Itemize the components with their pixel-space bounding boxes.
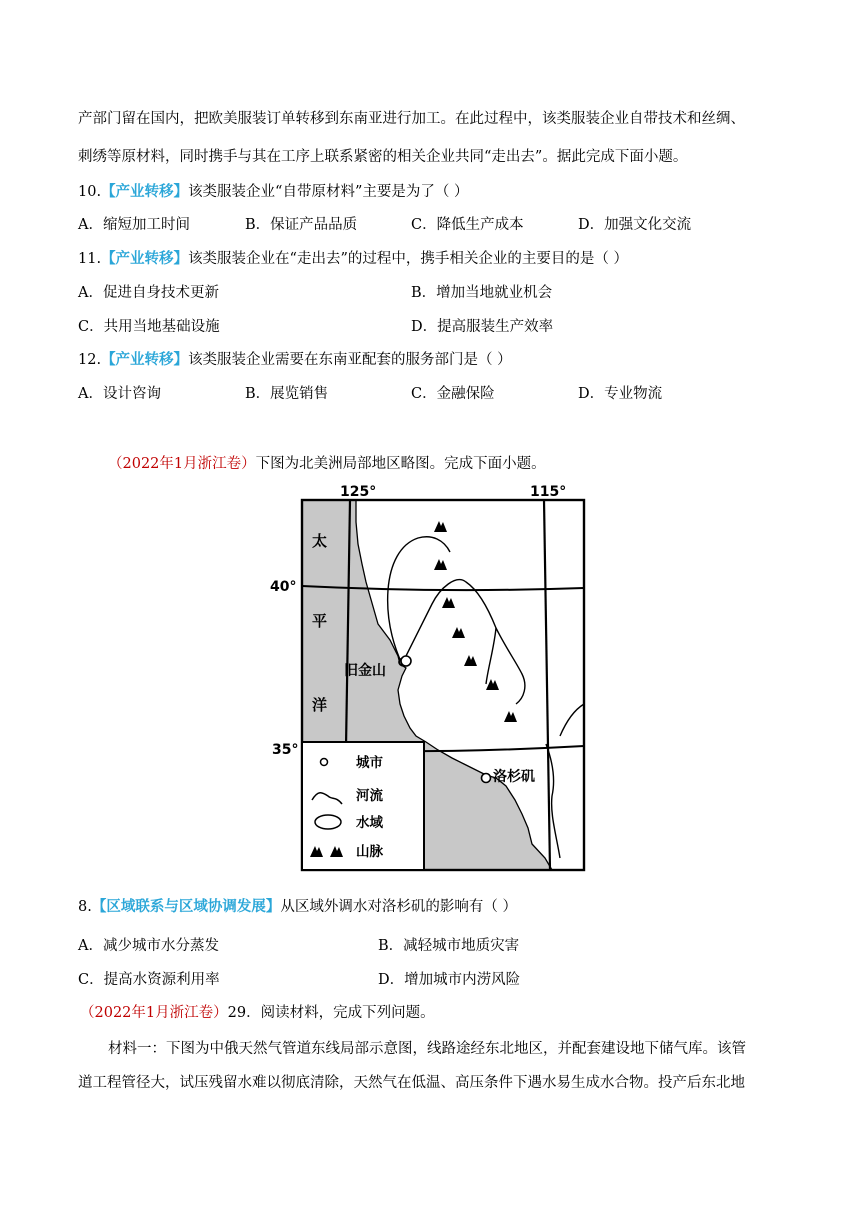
question-8 [78, 895, 517, 916]
ocean-char-2: 平 [312, 612, 328, 630]
material-line-1: 材料一：下图为中俄天然气管道东线局部示意图，线路途经东北地区，并配套建设地下储气库。该管 [108, 1041, 746, 1057]
north-america-map [260, 478, 600, 874]
q10-option-a[interactable]: A．缩短加工时间 [78, 217, 190, 233]
los-angeles-label: 洛杉矶 [493, 769, 535, 785]
q11-option-a[interactable]: A．促进自身技术更新 [78, 285, 219, 301]
latitude-label-bottom: 35° [272, 742, 299, 758]
q8-option-b[interactable]: B．减轻城市地质灾害 [378, 938, 520, 954]
q12-option-c[interactable]: C．金融保险 [411, 386, 495, 402]
san-francisco-label: 旧金山 [344, 663, 386, 679]
intro-line-1: 产部门留在国内，把欧美服装订单转移到东南亚进行加工。在此过程中，该类服装企业自带技术和丝绸、 [78, 111, 745, 127]
legend-city: 城市 [356, 755, 383, 771]
longitude-label-right: 115° [530, 484, 567, 500]
question-10 [78, 180, 469, 201]
question-number: 12. [78, 352, 102, 368]
legend-mountain: 山脉 [356, 844, 383, 860]
question-number: 10. [78, 184, 102, 200]
material-line-2: 道工程管径大，试压残留水难以彻底清除，天然气在低温、高压条件下遇水易生成水合物。投产后东北地 [78, 1075, 745, 1091]
q8-option-c[interactable]: C．提高水资源利用率 [78, 972, 220, 988]
ocean-char-1: 太 [312, 532, 328, 550]
question-tag: 【产业转移】 [101, 250, 189, 267]
question-tag: 【产业转移】 [101, 183, 189, 200]
q10-option-d[interactable]: D．加强文化交流 [578, 217, 692, 233]
q10-option-b[interactable]: B．保证产品品质 [245, 217, 358, 233]
question-12 [78, 348, 512, 369]
section-intro: 下图为北美洲局部地区略图。完成下面小题。 [255, 456, 546, 472]
question-number: 11. [78, 251, 102, 267]
exam-source: （2022年1月浙江卷） [108, 456, 256, 472]
question-number: 8. [78, 899, 92, 915]
question-11 [78, 247, 628, 268]
q12-option-a[interactable]: A．设计咨询 [78, 386, 161, 402]
exam-source: （2022年1月浙江卷） [80, 1005, 228, 1021]
q12-option-b[interactable]: B．展览销售 [245, 386, 329, 402]
question-tag: 【区域联系与区域协调发展】 [91, 898, 281, 915]
q11-option-b[interactable]: B．增加当地就业机会 [411, 285, 553, 301]
latitude-label-top: 40° [270, 579, 297, 595]
san-francisco-city-marker [401, 656, 411, 666]
q8-option-a[interactable]: A．减少城市水分蒸发 [78, 938, 219, 954]
city-legend-icon [321, 759, 328, 766]
ocean-char-3: 洋 [312, 696, 328, 714]
intro-line-2: 刺绣等原材料，同时携手与其在工序上联系紧密的相关企业共同“走出去”。据此完成下面小题。 [78, 149, 688, 165]
question-29-stem: 29．阅读材料，完成下列问题。 [227, 1005, 435, 1021]
water-legend-icon [315, 815, 341, 829]
los-angeles-city-marker [482, 774, 491, 783]
section-3-header [80, 1001, 435, 1022]
question-tag: 【产业转移】 [101, 351, 189, 368]
q8-option-d[interactable]: D．增加城市内涝风险 [378, 972, 521, 988]
q12-option-d[interactable]: D．专业物流 [578, 386, 663, 402]
section-2-header [108, 452, 546, 473]
longitude-label-left: 125° [340, 484, 377, 500]
legend-river: 河流 [356, 788, 383, 804]
question-stem: 该类服装企业“自带原材料”主要是为了（ ） [188, 184, 469, 200]
question-stem: 该类服装企业在“走出去”的过程中，携手相关企业的主要目的是（ ） [188, 251, 628, 267]
question-stem: 该类服装企业需要在东南亚配套的服务部门是（ ） [188, 352, 512, 368]
question-stem: 从区域外调水对洛杉矶的影响有（ ） [280, 899, 517, 915]
q10-option-c[interactable]: C．降低生产成本 [411, 217, 524, 233]
q11-option-c[interactable]: C．共用当地基础设施 [78, 319, 220, 335]
q11-option-d[interactable]: D．提高服装生产效率 [411, 319, 554, 335]
legend-water: 水域 [356, 815, 383, 831]
